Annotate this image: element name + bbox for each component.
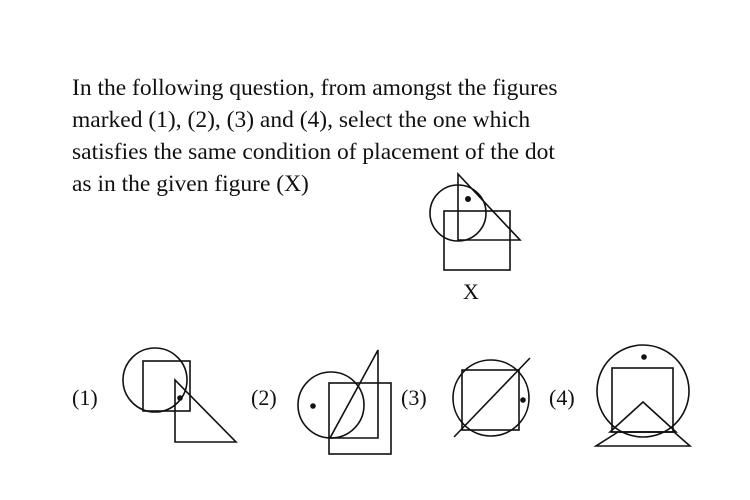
- option-3-figure[interactable]: [453, 358, 530, 437]
- option-2-square: [329, 383, 391, 454]
- option-4-outer-trapezoid: [596, 432, 690, 446]
- option-2-dot: [310, 403, 316, 409]
- question-line-4: as in the given figure (X): [72, 171, 309, 197]
- option-1-square: [143, 361, 190, 411]
- question-line-1: In the following question, from amongst the figures: [72, 75, 558, 101]
- question-line-2: marked (1), (2), (3) and (4), select the one which: [72, 107, 531, 133]
- option-1-label: (1): [72, 385, 98, 410]
- option-3-dot: [520, 397, 526, 403]
- option-2-figure[interactable]: [298, 350, 391, 454]
- option-2-label: (2): [251, 385, 277, 410]
- option-3-label: (3): [401, 385, 427, 410]
- option-1-circle: [123, 348, 187, 412]
- option-4-figure[interactable]: [596, 345, 690, 446]
- option-2-triangle: [330, 350, 378, 438]
- option-1-figure[interactable]: [123, 348, 236, 442]
- figure-x-label: X: [463, 279, 479, 304]
- question-line-3: satisfies the same condition of placement of the dot: [72, 139, 555, 165]
- option-2-circle: [298, 372, 364, 438]
- option-4-inner-triangle: [610, 402, 676, 432]
- option-4-label: (4): [549, 385, 575, 410]
- option-1-dot: [177, 395, 183, 401]
- option-4-dot: [641, 354, 647, 360]
